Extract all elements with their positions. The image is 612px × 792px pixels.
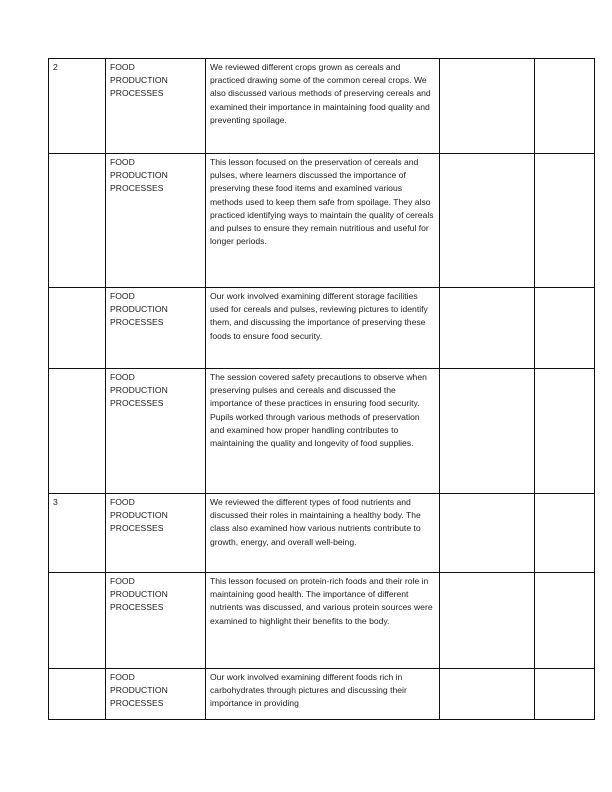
lesson-description-cell: This lesson focused on the preservation of cereals and pulses, where learners discussed the importance of preserving these food items and examined various methods used to keep them safe from spoilage. They also practiced identifying ways to maintain the quality of cereals and pulses to ensure they remain nutritious and useful for longer periods. [206,154,440,288]
week-cell [49,669,106,720]
lesson-description-cell: Our work involved examining different foods rich in carbohydrates through pictures and discussing their importance in providing [206,669,440,720]
strand-cell [106,669,206,720]
lesson-description-cell: Our work involved examining different storage facilities used for cereals and pulses, reviewing pictures to identify them, and discussing the importance of preserving these foods to ensure food security. [206,288,440,369]
strand-cell [106,573,206,669]
empty-cell [535,154,595,288]
strand-text: FOOD [110,372,135,382]
table-row [49,59,595,154]
strand-text: FOOD [110,157,135,167]
empty-cell [440,288,535,369]
table-row [49,669,595,720]
empty-cell [440,494,535,573]
scheme-of-work-table [48,58,595,720]
week-cell: 3 [49,494,106,573]
strand-text: PRODUCTION [110,170,168,181]
empty-cell [440,59,535,154]
empty-cell [535,369,595,494]
table-row [49,573,595,669]
empty-cell [440,669,535,720]
strand-text: PRODUCTION [110,510,168,521]
empty-cell [440,154,535,288]
strand-text: FOOD [110,672,135,682]
strand-text: PROCESSES [110,317,164,328]
strand-cell [106,369,206,494]
strand-text: PRODUCTION [110,589,168,600]
table-row [49,494,595,573]
strand-text: PROCESSES [110,183,164,194]
lesson-description-cell: We reviewed the different types of food nutrients and discussed their roles in maintaining a healthy body. The class also examined how various nutrients contribute to growth, energy, and overall well-being. [206,494,440,573]
table-row [49,369,595,494]
table-row [49,288,595,369]
lesson-description-cell: This lesson focused on protein-rich foods and their role in maintaining good health. The importance of different nutrients was discussed, and various protein sources were examined to highlight their benefits to the body. [206,573,440,669]
week-cell [49,154,106,288]
week-cell [49,573,106,669]
strand-cell [106,494,206,573]
week-cell [49,369,106,494]
strand-text: FOOD [110,62,135,72]
table-row [49,154,595,288]
lesson-description-cell: The session covered safety precautions to observe when preserving pulses and cereals and discussed the importance of these practices in ensuring food security. Pupils worked through various methods of preservation and examined how proper handling contributes to maintaining the quality and longevity of food supplies. [206,369,440,494]
strand-text: FOOD [110,576,135,586]
empty-cell [440,573,535,669]
strand-text: PRODUCTION [110,75,168,86]
lesson-description-cell: We reviewed different crops grown as cereals and practiced drawing some of the common cereal crops. We also discussed various methods of preserving cereals and examined their importance in maintaining food quality and preventing spoilage. [206,59,440,154]
strand-text: PRODUCTION [110,385,168,396]
strand-text: FOOD [110,497,135,507]
strand-text: PROCESSES [110,602,164,613]
strand-text: FOOD [110,291,135,301]
empty-cell [535,59,595,154]
strand-text: PRODUCTION [110,304,168,315]
empty-cell [535,288,595,369]
empty-cell [535,573,595,669]
empty-cell [535,669,595,720]
week-cell [49,288,106,369]
strand-cell [106,154,206,288]
empty-cell [535,494,595,573]
strand-text: PROCESSES [110,398,164,409]
week-cell: 2 [49,59,106,154]
strand-text: PROCESSES [110,698,164,709]
strand-text: PROCESSES [110,523,164,534]
strand-cell [106,288,206,369]
strand-text: PRODUCTION [110,685,168,696]
strand-cell [106,59,206,154]
strand-text: PROCESSES [110,88,164,99]
empty-cell [440,369,535,494]
